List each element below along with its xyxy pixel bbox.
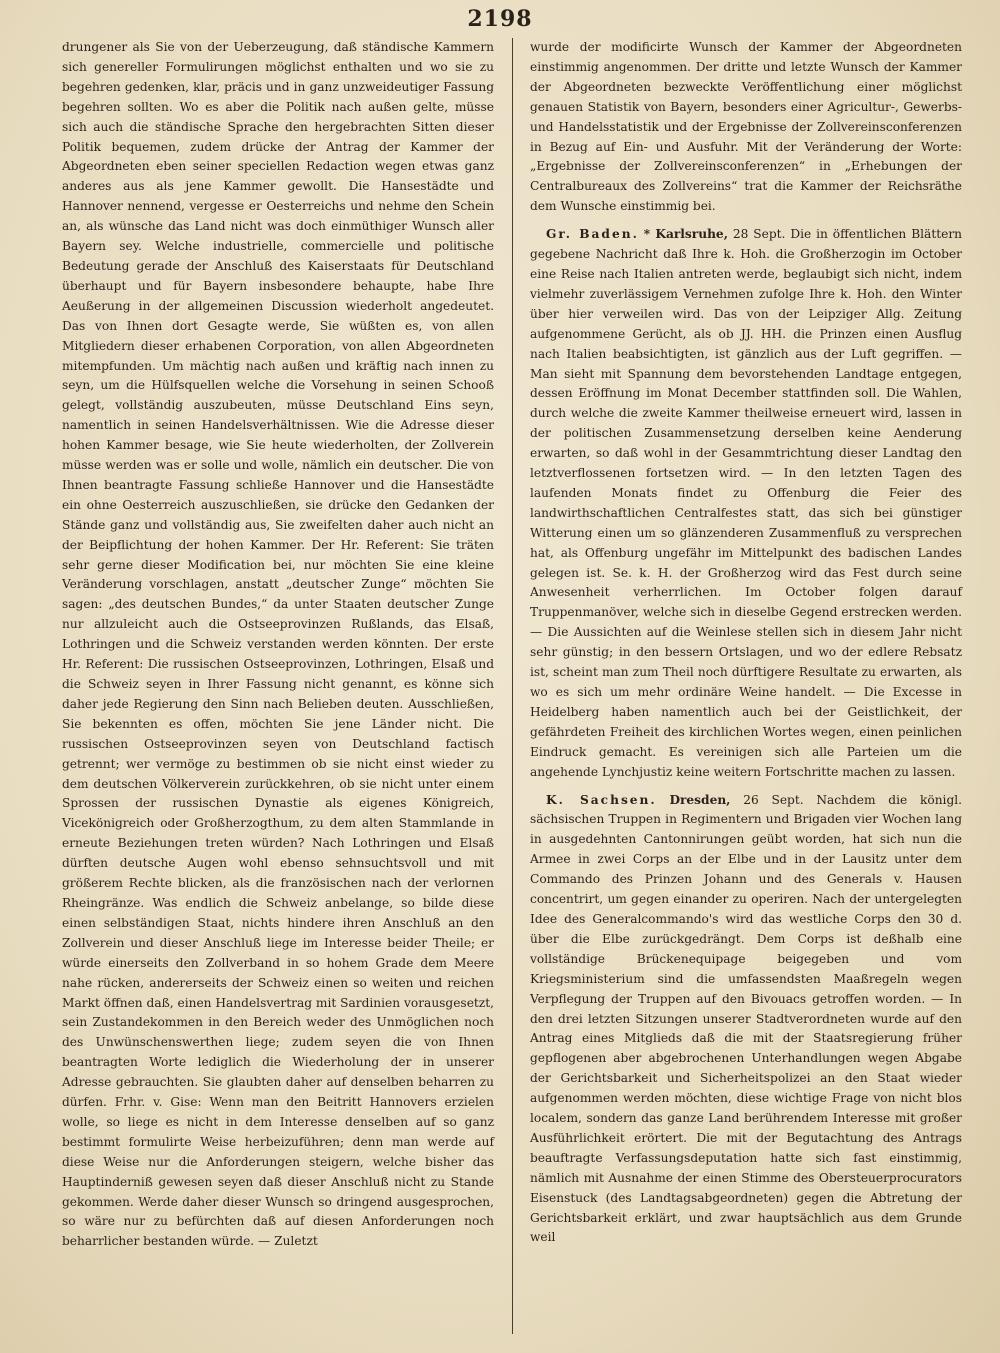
- article-date: 28 Sept.: [732, 227, 786, 242]
- article-text: Nachdem die königl. sächsischen Truppen in Regimentern und Brigaden vier Wochen lang in ausgedehnten Cantonnirungen geübt worden, hat sich nun die Armee in zwei Corps an der Elbe und in der Lausitz unter dem Commando des Prinzen Johann und des Generals v. Hausen concentrirt, um gegen einander zu operiren. Nach der untergelegten Idee des Generalcommando's wird das westliche Corps den 30 d. über die Elbe zurückgedrängt. Dem Corps ist deßhalb eine vollständige Brückenequipage beigegeben und vom Kriegsministerium sind die umfassendsten Maaßregeln wegen Verpflegung der Truppen auf den Bivouacs getroffen worden. — In den drei letzten Sitzungen unserer Stadtverordneten wurde auf den Antrag eines Mitglieds daß die mit der Staatsregierung früher gepflogenen aber abgebrochenen Unterhandlungen wegen Abgabe der Gerichtsbarkeit und Sicherheitspolizei an den Staat wieder aufgenommen werden möchten, diese wichtige Frage von nicht blos localem, sondern das ganze Land berührendem Interesse mit großer Ausführlichkeit erörtert. Die mit der Begutachtung des Antrags beauftragte Verfassungsdeputation hatte sich fast einstimmig, nämlich mit Ausnahme der einen Stimme des Obersteuerprocurators Eisenstuck (des Landtagsabgeordneten) gegen die Abtretung der Gerichtsbarkeit erklärt, und zwar hauptsächlich aus dem Grunde weil: [530, 792, 963, 1245]
- article-city: * Karlsruhe,: [643, 227, 728, 242]
- page-number: 2198: [467, 6, 533, 32]
- article-text: Die in öffentlichen Blättern gegebene Nachricht daß Ihre k. Hoh. die Großherzogin im October eine Reise nach Italien antreten werde, beglaubigt sich nicht, indem vielmehr zuverlässigem Vernehmen zufolge Ihre k. Hoh. den Winter über hier verweilen wird. Das von der Leipziger Allg. Zeitung aufgenommene Gerücht, als ob JJ. HH. die Prinzen einen Ausflug nach Italien beabsichtigten, ist gänzlich aus der Luft gegriffen. — Man sieht mit Spannung dem bevorstehenden Landtage entgegen, dessen Eröffnung im Monat December stattfinden soll. Die Wahlen, durch welche die zweite Kammer theilweise erneuert wird, lassen in der politischen Zusammensetzung derselben keine Aenderung erwarten, so daß wohl in der Gesammtrichtung dieser Landtag den letztverflossenen fortsetzen wird. — In den letzten Tagen des laufenden Monats findet zu Offenburg die Feier des landwirthschaftlichen Centralfestes statt, das sich bei günstiger Witterung einen um so glänzenderen Zusammenfluß zu versprechen hat, als Offenburg ungefähr im Mittelpunkt des badischen Landes gelegen ist. Se. k. H. der Großherzog wird das Fest durch seine Anwesenheit verherrlichen. Im October folgen darauf Truppenmanöver, welche sich in dieselbe Gegend erstrecken werden. — Die Aussichten auf die Weinlese stellen sich in diesem Jahr nicht sehr günstig; in den bessern Ortslagen, und wo der edlere Rebsatz ist, scheint man zum Theil noch dürftigere Resultate zu erwarten, als wo es sich um mehr ordinäre Weine handelt. — Die Excesse in Heidelberg haben namentlich auch bei der Geistlichkeit, der gefährdeten Freiheit des kirchlichen Wortes wegen, einen peinlichen Eindruck gemacht. Es vereinigen sich alle Parteien um die angehende Lynchjustiz keine weitern Fortschritte machen zu lassen.: [530, 227, 963, 779]
- right-column-opening: wurde der modificirte Wunsch der Kammer der Abgeordneten einstimmig angenommen. Der dritte und letzte Wunsch der Kammer der Abgeordneten bezweckte Veröffentlichung einer möglichst genauen Statistik von Bayern, besonders einer Agricultur-, Gewerbs- und Handelsstatistik und der Ergebnisse der Zollvereinsconferenzen in Bezug auf Ein- und Ausfuhr. Mit der Veränderung der Worte: „Ergebnisse der Zollvereinsconferenzen“ in „Erhebungen der Centralbureaux des Zollvereins“ trat die Kammer der Reichsräthe dem Wunsche einstimmig bei.: [530, 40, 962, 214]
- article-baden: [530, 225, 962, 782]
- article-date: 26 Sept.: [743, 792, 804, 807]
- article-sachsen: [530, 791, 962, 1249]
- left-column-text: drungener als Sie von der Ueberzeugung, daß ständische Kammern sich genereller Formulirungen möglichst enthalten und wo sie zu begehren gedenken, klar, präcis und in ganz unzweideutiger Fassung begehren sollten. Wo es aber die Politik nach außen gelte, müsse sich auch die ständische Sprache den hergebrachten Sitten dieser Politik bequemen, zudem drücke der Antrag der Kammer der Abgeordneten eben seiner speciellen Redaction wegen etwas ganz anderes aus als jene Kammer gewollt. Die Hansestädte und Hannover nennend, vergesse er Oesterreichs und nehme den Schein an, als wünsche das Land nicht was doch einmüthiger Wunsch aller Bayern sey. Welche industrielle, commercielle und politische Bedeutung gerade der Anschluß des Kaiserstaats für Deutschland überhaupt und für Bayern insbesondere behaupte, habe Ihre Aeußerung in der allgemeinen Discussion wiederholt angedeutet. Das von Ihnen dort Gesagte werde, Sie wüßten es, von allen Mitgliedern dieser erhabenen Corporation, von allen Abgeordneten mitempfunden. Um mächtig nach außen und kräftig nach innen zu seyn, um die Hülfsquellen welche die Vorsehung in seinen Schooß gelegt, vollständig auszubeuten, müsse Deutschland Eins seyn, namentlich in seinen Handelsverhältnissen. Wie die Adresse dieser hohen Kammer besage, wie Sie heute wiederholten, der Zollverein müsse werden was er solle und wolle, nämlich ein deutscher. Die von Ihnen beantragte Fassung schließe Hannover und die Hansestädte ein ohne Oesterreich auszuschließen, sie drücke den Gedanken der Stände ganz und vollständig aus, Sie zweifelten daher auch nicht an der Beipflichtung der hohen Kammer. Der Hr. Referent: Sie träten sehr gerne dieser Modification bei, nur möchten Sie eine kleine Veränderung vorschlagen, anstatt „deutscher Zunge“ möchten Sie sagen: „des deutschen Bundes,“ da unter Staaten deutscher Zunge nur allzuleicht auch die Ostseeprovinzen Rußlands, das Elsaß, Lothringen und die Schweiz verstanden werden könnten. Der erste Hr. Referent: Die russischen Ostseeprovinzen, Lothringen, Elsaß und die Schweiz seyen in Ihrer Fassung nicht genannt, es könne sich daher jede Regierung den Sinn nach Belieben deuten. Ausschließen, Sie bekennten es offen, möchten Sie jene Länder nicht. Die russischen Ostseeprovinzen seyen von Deutschland factisch getrennt; wer vermöge zu bestimmen ob sie nicht einst wieder zu dem deutschen Völkerverein zurückkehren, ob sie nicht unter einem Sprossen der russischen Dynastie als eigenes Königreich, Vicekönigreich oder Großherzogthum, zu dem alten Stammlande in erneute Beziehungen treten würden? Nach Lothringen und Elsaß dürften deutsche Augen wohl ebenso sehnsuchtsvoll und mit größerem Rechte blicken, als die französischen nach der verlornen Rheingränze. Was endlich die Schweiz anbelange, so bilde diese einen selbständigen Staat, nichts hindere ihren Anschluß an den Zollverein und dieser Anschluß liege im Interesse beider Theile; er würde einerseits den Zollverband in so hohem Grade dem Meere nahe rücken, andererseits der Schweiz einen so weiten und reichen Markt öffnen daß, einen Handelsvertrag mit Sardinien vorausgesetzt, sein Zustandekommen in den Bereich weder des Unmöglichen noch des Unwünschenswerthen liege; zudem seyen die von Ihnen beantragten Worte lediglich die Wiederholung der in unserer Adresse gebrauchten. Sie glaubten daher auf denselben beharren zu dürfen. Frhr. v. Gise: Wenn man den Beitritt Hannovers erzielen wolle, so liege es nicht in dem Interesse denselben auf so ganz bestimmt formulirte Weise herbeizuführen; denn man werde auf diese Weise nur die Anforderungen steigern, welche bisher das Hauptinderniß gewesen seyen daß dieser Anschluß nicht zu Stande gekommen. Werde daher dieser Wunsch so dringend ausgesprochen, so wäre nur zu befürchten daß auf diesen Anforderungen noch beharrlicher bestanden würde. — Zuletzt: [62, 40, 494, 1249]
- article-country: K. Sachsen.: [546, 792, 657, 807]
- column-divider: [512, 38, 513, 1334]
- article-city: Dresden,: [669, 792, 731, 807]
- left-column: [62, 38, 494, 1252]
- article-country: Gr. Baden.: [546, 227, 639, 242]
- right-column: [530, 38, 962, 1248]
